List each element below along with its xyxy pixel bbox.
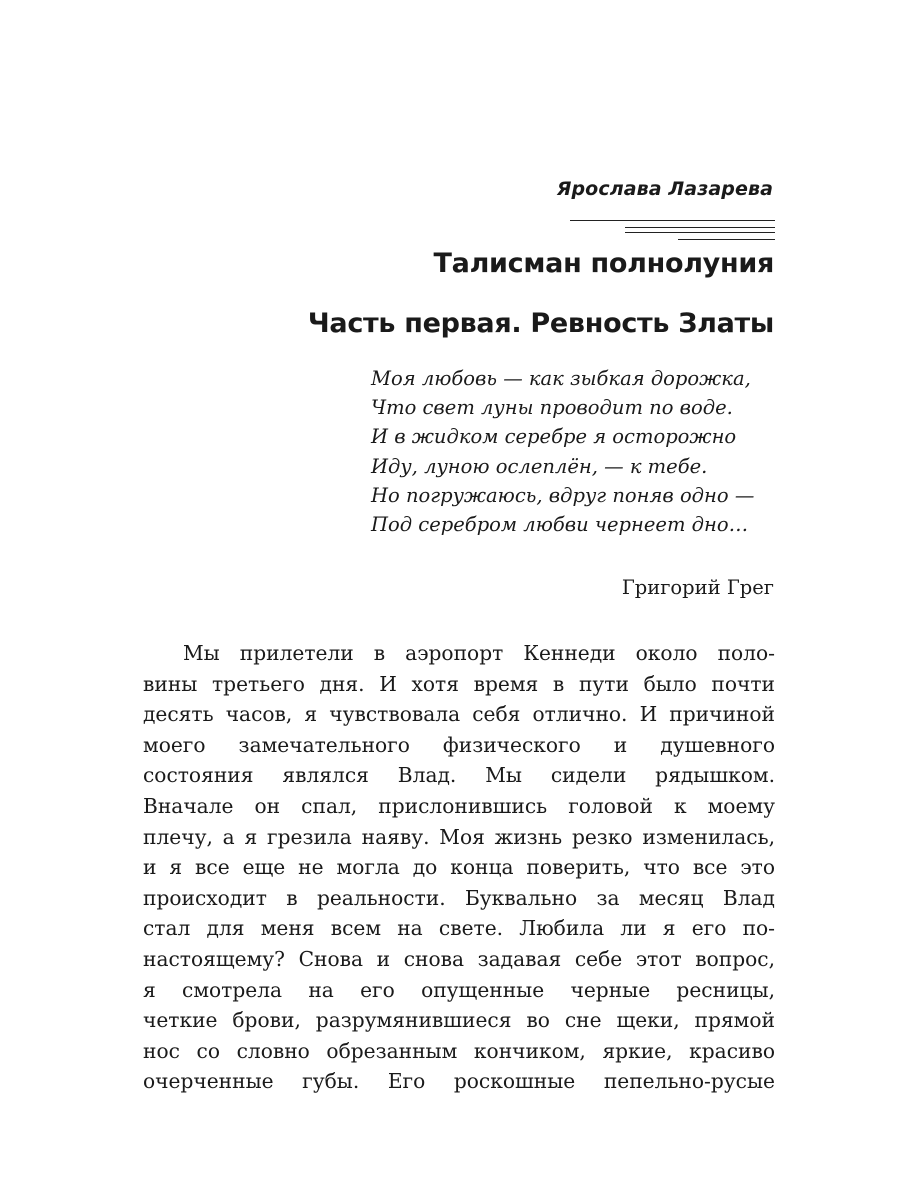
body-line: нос со словно обрезанным кончиком, яркие, красиво: [143, 1038, 775, 1063]
body-line: настоящему? Снова и снова задавая себе этот вопрос,: [143, 946, 775, 971]
body-line: четкие брови, разрумянившиеся во сне щеки, прямой: [143, 1008, 775, 1033]
epigraph-line: Под серебром любви чернеет дно…: [371, 513, 749, 537]
running-header-author: Ярослава Лазарева: [556, 178, 773, 200]
body-line: и я все еще не могла до конца поверить, что все это: [143, 855, 775, 880]
body-line: состояния являлся Влад. Мы сидели рядышком.: [143, 763, 775, 788]
rule-line: [625, 227, 775, 228]
epigraph-line: Что свет луны проводит по воде.: [371, 396, 733, 420]
body-paragraph: [143, 638, 775, 1097]
body-line: происходит в реальности. Буквально за месяц Влад: [143, 885, 775, 910]
rule-line: [678, 239, 775, 240]
epigraph-line: Но погружаюсь, вдруг поняв одно —: [371, 483, 755, 507]
part-title: Часть первая. Ревность Златы: [307, 308, 774, 339]
rule-line: [625, 232, 775, 233]
decorative-rules: [570, 216, 775, 242]
body-line: плечу, а я грезила наяву. Моя жизнь резко изменилась,: [143, 824, 775, 849]
epigraph-line: И в жидком серебре я осторожно: [371, 425, 737, 449]
epigraph-line: Моя любовь — как зыбкая дорожка,: [371, 367, 751, 390]
body-line: десять часов, я чувствовала себя отлично. И причиной: [143, 702, 775, 727]
body-line: я смотрела на его опущенные черные ресницы,: [143, 977, 775, 1002]
body-line: Мы прилетели в аэропорт Кеннеди около поло-: [183, 641, 775, 665]
book-title: Талисман полнолуния: [433, 248, 774, 279]
body-line: Вначале он спал, прислонившись головой к моему: [143, 793, 775, 818]
body-line: моего замечательного физического и душевного: [143, 732, 775, 757]
epigraph: [371, 364, 754, 539]
epigraph-author: Григорий Грег: [621, 576, 774, 599]
body-line: стал для меня всем на свете. Любила ли я его по-: [143, 916, 775, 941]
body-line: очерченные губы. Его роскошные пепельно-русые: [143, 1069, 775, 1094]
body-line: вины третьего дня. И хотя время в пути было почти: [143, 671, 775, 696]
epigraph-line: Иду, луною ослеплён, — к тебе.: [371, 454, 708, 478]
rule-line: [570, 220, 775, 221]
